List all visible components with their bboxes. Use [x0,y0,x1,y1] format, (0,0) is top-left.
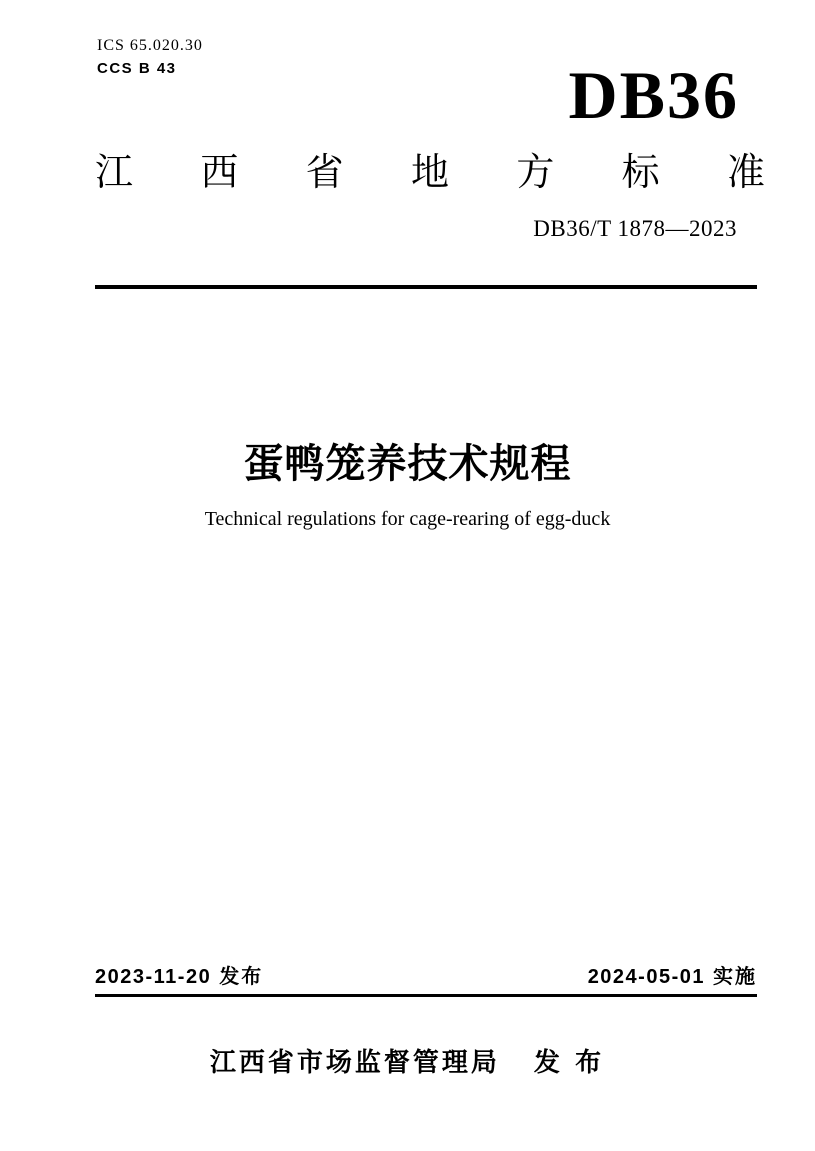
ics-code: ICS 65.020.30 [97,37,203,54]
ccs-code: CCS B 43 [97,60,177,78]
header-divider-rule [95,285,757,289]
release-label: 发 布 [533,1047,606,1077]
issue-date-label: 发布 [219,966,264,988]
document-number: DB36/T 1878—2023 [533,216,737,241]
dates-row [95,960,757,997]
issue-date [95,960,263,989]
db36-logo: DB36 [568,57,739,133]
implementation-date-label: 实施 [713,966,757,988]
implementation-date [588,960,757,989]
publisher-row [0,1042,815,1079]
standard-category-title: 江 西 省 地 方 标 准 [95,152,765,194]
publisher-name: 江西省市场监督管理局 [209,1047,500,1077]
implementation-date-value: 2024-05-01 [587,966,705,988]
classification-codes [97,34,203,80]
issue-date-value: 2023-11-20 [95,966,212,988]
document-title-en: Technical regulations for cage-rearing of egg-duck [204,508,611,530]
document-title-zh: 蛋鸭笼养技术规程 [243,442,572,486]
